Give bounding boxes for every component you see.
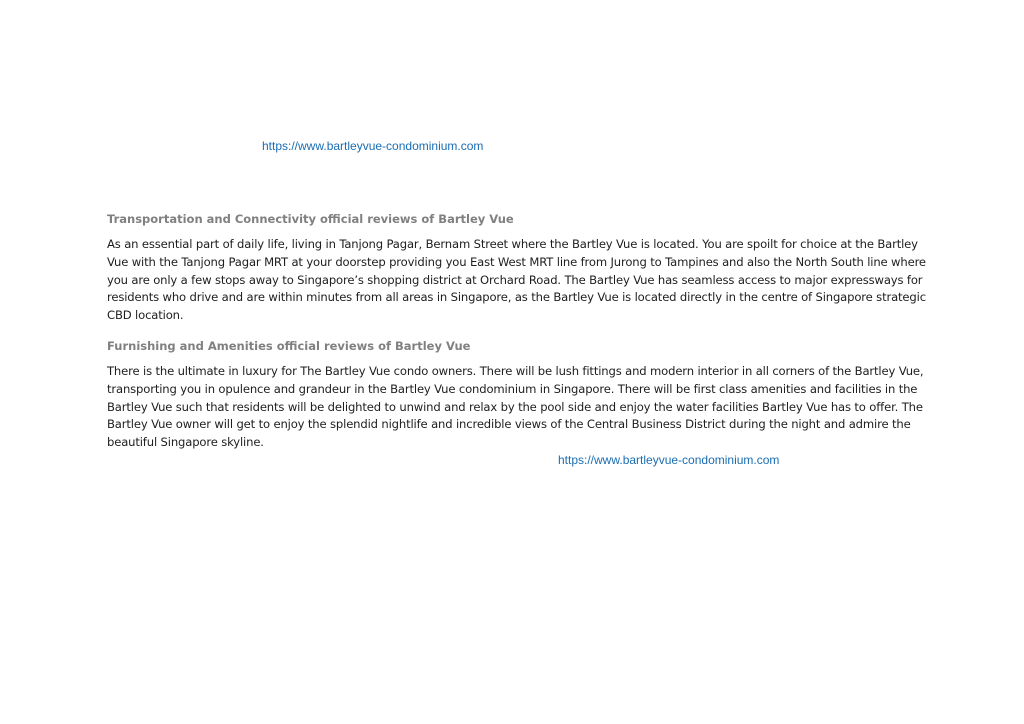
section-heading-transportation: Transportation and Connectivity official reviews of Bartley Vue [107,212,514,226]
section-heading-furnishing: Furnishing and Amenities official reviews of Bartley Vue [107,338,471,353]
section-furnishing [107,337,937,452]
section-body-transportation: As an essential part of daily life, living in Tanjong Pagar, Bernam Street where the Bartley Vue is located. You are spoilt for choice at the Bartley Vue with the Tanjong Pagar MRT at your doorstep providing you East West MRT line from Jurong to Tampines and also the North South line where you are only a few stops away to Singapore’s shopping district at Orchard Road. The Bartley Vue has seamless access to major expressways for residents who drive and are within minutes from all areas in Singapore, as the Bartley Vue is located directly in the centre of Singapore strategic CBD location. [107,237,926,323]
document-content [107,210,937,452]
website-link-top[interactable]: https://www.bartleyvue-condominium.com [262,139,484,153]
website-link-bottom[interactable]: https://www.bartleyvue-condominium.com [558,453,780,467]
section-body-furnishing: There is the ultimate in luxury for The Bartley Vue condo owners. There will be lush fittings and modern interior in all corners of the Bartley Vue, transporting you in opulence and grandeur in the Bartley Vue condominium in Singapore. There will be first class amenities and facilities in the Bartley Vue such that residents will be delighted to unwind and relax by the pool side and enjoy the water facilities Bartley Vue has to offer. The Bartley Vue owner will get to enjoy the splendid nightlife and incredible views of the Central Business District during the night and admire the beautiful Singapore skyline. [107,363,924,450]
section-transportation [107,210,937,325]
